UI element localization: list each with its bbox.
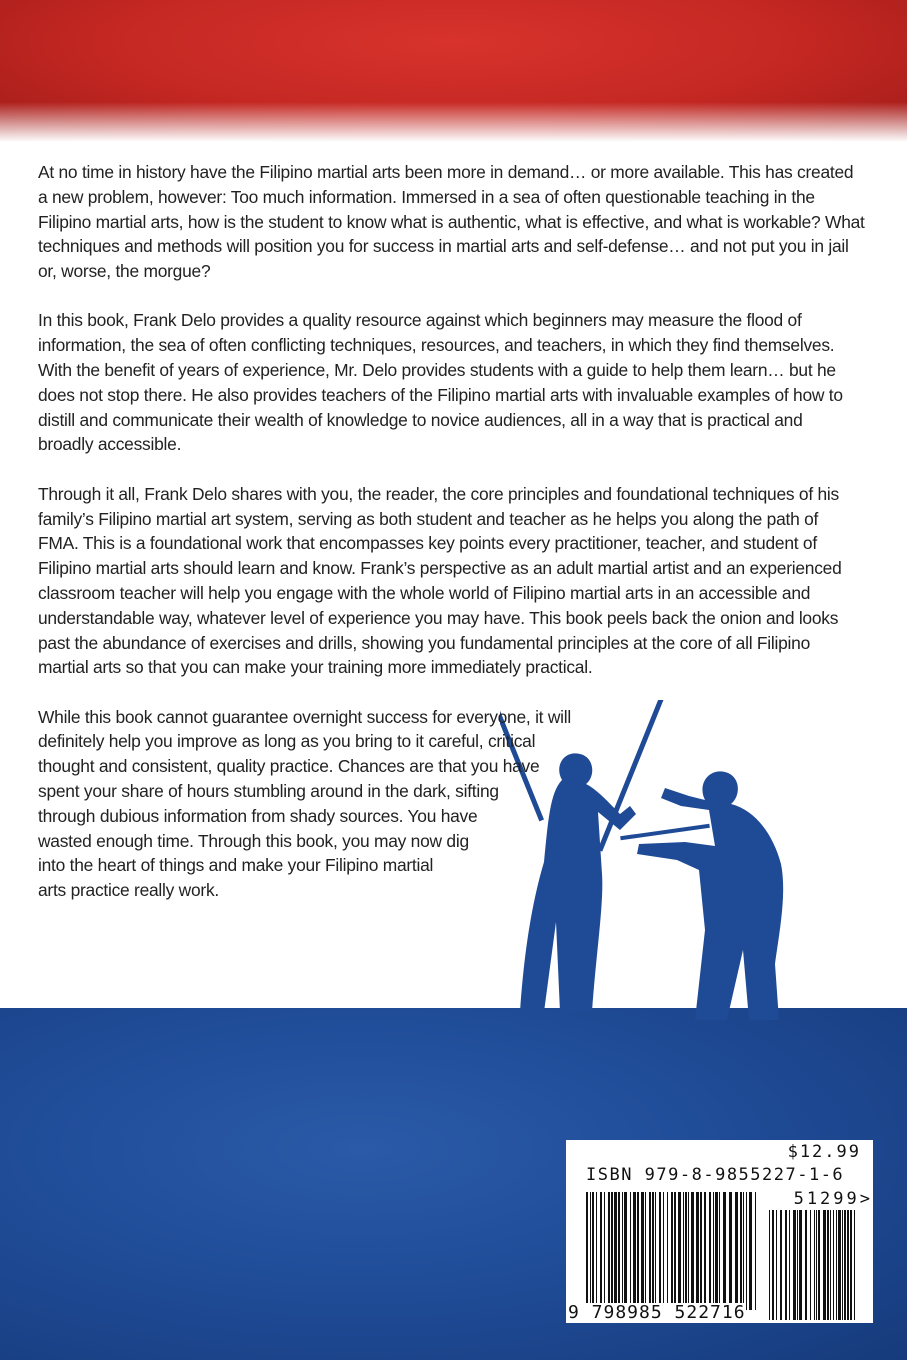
barcode-bar — [780, 1210, 782, 1320]
barcode-bar — [847, 1210, 849, 1320]
paragraph-2 — [38, 308, 878, 457]
barcode-number: 9 798985 522716 — [568, 1302, 746, 1323]
barcode-bar — [816, 1210, 817, 1320]
text-line: spent your share of hours stumbling around in the dark, sifting — [38, 781, 499, 802]
barcode-bar — [827, 1210, 829, 1320]
text-line: understandable way, whatever level of experience you may have. This book peels back the onion and looks — [38, 607, 839, 628]
barcode-bar — [793, 1210, 796, 1320]
barcode-bar — [641, 1192, 644, 1310]
barcode-bar — [743, 1192, 744, 1310]
barcode-bar — [586, 1192, 588, 1310]
price-addon-code: 51299> — [793, 1189, 873, 1209]
barcode-bar — [844, 1210, 846, 1320]
red-top-band — [0, 0, 907, 142]
paragraph-3 — [38, 482, 878, 680]
barcode-bar — [671, 1192, 673, 1310]
barcode-bar — [704, 1192, 706, 1310]
barcode-bar — [624, 1192, 627, 1310]
barcode-bar — [696, 1192, 699, 1310]
barcode-bar — [685, 1192, 687, 1310]
text-line: past the abundance of exercises and drills, showing you fundamental principles at the core of all Filipino — [38, 632, 811, 653]
text-line: classroom teacher will help you engage with the whole world of Filipino martial arts in an accessible and — [38, 582, 811, 603]
text-line: Through it all, Frank Delo shares with you, the reader, the core principles and foundational techniques of his — [38, 483, 839, 504]
barcode-bar — [608, 1192, 610, 1310]
barcode-bar — [833, 1210, 834, 1320]
barcode-bar — [611, 1192, 613, 1310]
barcode-bar — [652, 1192, 654, 1310]
barcode-bar — [838, 1210, 841, 1320]
barcode-bar — [719, 1192, 720, 1310]
barcode-bar — [667, 1192, 668, 1310]
barcode-bar — [678, 1192, 681, 1310]
barcode-bar — [799, 1210, 802, 1320]
text-line: wasted enough time. Through this book, you may now dig — [38, 830, 469, 851]
barcode-bar — [746, 1192, 747, 1310]
barcode-bar — [740, 1192, 742, 1310]
barcode-bar — [709, 1192, 711, 1310]
text-line: While this book cannot guarantee overnight success for everyone, it will — [38, 706, 571, 727]
barcode-bar — [688, 1192, 689, 1310]
barcode-bar — [723, 1192, 726, 1310]
barcode-bar — [630, 1192, 631, 1310]
barcode-bar — [772, 1210, 774, 1320]
barcode-bar — [633, 1192, 636, 1310]
barcode-bar — [776, 1210, 777, 1320]
barcode-bar — [683, 1192, 684, 1310]
barcode-bar — [854, 1210, 855, 1320]
barcode-bar — [674, 1192, 676, 1310]
text-line: broadly accessible. — [38, 434, 182, 455]
text-line: through dubious information from shady sources. You have — [38, 805, 478, 826]
barcode-bar — [618, 1192, 620, 1310]
barcode-bar — [805, 1210, 807, 1320]
text-line: definitely help you improve as long as you bring to it careful, critical — [38, 731, 536, 752]
barcode-bar — [637, 1192, 639, 1310]
barcode-bar — [600, 1192, 602, 1310]
text-line: distill and communicate their wealth of knowledge to novice audiences, all in a way that is practical and — [38, 409, 803, 430]
barcode-bar — [659, 1192, 661, 1310]
barcode-bar — [590, 1192, 591, 1310]
text-line: a new problem, however: Too much information. Immersed in a sea of often questionable teaching in the — [38, 186, 815, 207]
barcode-bar — [830, 1210, 831, 1320]
barcode-bar — [700, 1192, 702, 1310]
text-line: thought and consistent, quality practice. Chances are that you have — [38, 756, 540, 777]
text-line: family’s Filipino martial art system, serving as both student and teacher as he helps you along the path of — [38, 508, 819, 529]
barcode-bar — [592, 1192, 594, 1310]
text-line: arts practice really work. — [38, 880, 219, 901]
barcode-bar — [836, 1210, 837, 1320]
isbn-number: ISBN 979-8-9855227-1-6 — [586, 1165, 845, 1185]
barcode-bar — [649, 1192, 651, 1310]
barcode-bar — [622, 1192, 623, 1310]
barcode-bar — [691, 1192, 694, 1310]
text-line: or, worse, the morgue? — [38, 261, 211, 282]
barcode-bar — [850, 1210, 852, 1320]
barcode-bar — [614, 1192, 617, 1310]
barcode-bar — [655, 1192, 656, 1310]
text-line: techniques and methods will position you for success in martial arts and self-defense… and not put you in jail — [38, 236, 849, 257]
barcode-bar — [713, 1192, 714, 1310]
paragraph-1 — [38, 160, 878, 284]
barcode-bar — [814, 1210, 815, 1320]
barcode-bar — [749, 1192, 752, 1310]
paragraph-4 — [38, 705, 878, 903]
price: $12.99 — [787, 1142, 861, 1162]
barcode-bar — [842, 1210, 843, 1320]
text-line: With the benefit of years of experience, Mr. Delo provides students with a guide to help them learn… but he — [38, 360, 836, 381]
text-line: In this book, Frank Delo provides a quality resource against which beginners may measure the flood of — [38, 310, 802, 331]
barcode-bar — [755, 1192, 756, 1310]
barcode-bar — [735, 1192, 738, 1310]
text-line: At no time in history have the Filipino martial arts been more in demand… or more available. This has created — [38, 162, 854, 182]
barcode-bar — [789, 1210, 790, 1320]
barcode-bar — [797, 1210, 798, 1320]
barcode-bar — [645, 1192, 646, 1310]
isbn-barcode — [566, 1140, 873, 1323]
barcode-bar — [785, 1210, 787, 1320]
text-line: Filipino martial arts should learn and know. Frank’s perspective as an adult martial artist and an experienced — [38, 558, 842, 579]
text-line: Filipino martial arts, how is the student to know what is authentic, what is effective, and what is workable? What — [38, 211, 865, 232]
text-line: into the heart of things and make your Filipino martial — [38, 855, 434, 876]
barcode-bar — [663, 1192, 664, 1310]
barcode-bar — [715, 1192, 718, 1310]
text-line: information, the sea of often conflicting techniques, resources, and teachers, in which they find themselves. — [38, 335, 835, 356]
barcode-bar — [604, 1192, 605, 1310]
barcode-bar — [729, 1192, 732, 1310]
barcode-bar — [596, 1192, 597, 1310]
text-line: FMA. This is a foundational work that encompasses key points every practitioner, teacher, and student of — [38, 533, 817, 554]
barcode-bar — [818, 1210, 820, 1320]
barcode-bar — [769, 1210, 770, 1320]
barcode-bar — [810, 1210, 811, 1320]
text-line: does not stop there. He also provides teachers of the Filipino martial arts with invaluable examples of how to — [38, 384, 843, 405]
barcode-bar — [823, 1210, 826, 1320]
text-line: martial arts so that you can make your training more immediately practical. — [38, 657, 593, 678]
back-cover-blurb — [38, 160, 878, 928]
